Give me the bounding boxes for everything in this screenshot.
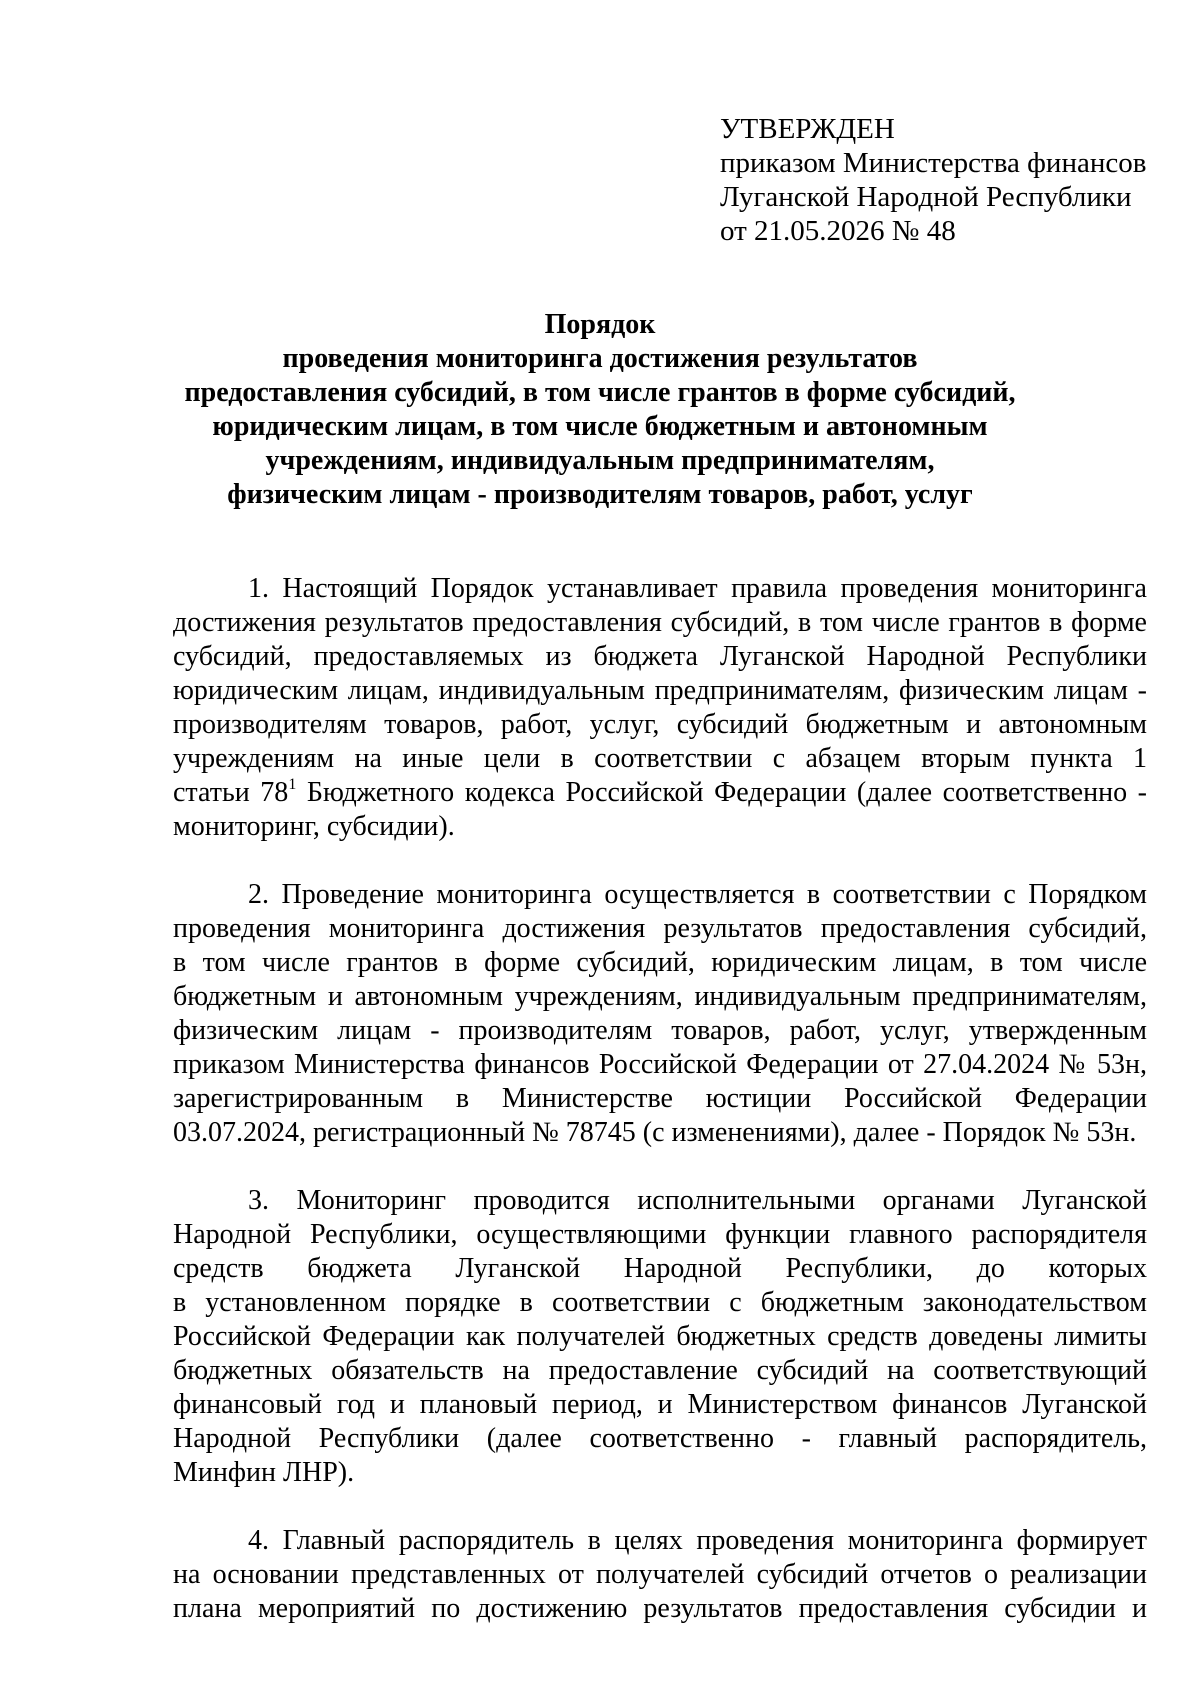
paragraph-line: бюджетным и автономным учреждениям, индивидуальным предпринимателям, (173, 981, 1147, 1012)
superscript-index: 1 (288, 775, 297, 793)
paragraph-1 (173, 572, 1147, 844)
paragraph-line: на основании представленных от получателей субсидий отчетов о реализации (173, 1559, 1147, 1590)
paragraph-line: 2. Проведение мониторинга осуществляется в соответствии с Порядком (248, 879, 1147, 910)
paragraph-3 (173, 1184, 1147, 1490)
title-line: Порядок (544, 309, 656, 340)
approval-ministry-line: Луганской Народной Республики (720, 181, 1132, 213)
paragraph-spacer (173, 1490, 1147, 1524)
paragraph-line: Народной Республики (далее соответственно - главный распорядитель, (173, 1423, 1147, 1454)
paragraph-line: Российской Федерации как получателей бюджетных средств доведены лимиты (173, 1321, 1147, 1352)
document-body (173, 572, 1147, 1626)
paragraph-line: в том числе грантов в форме субсидий, юридическим лицам, в том числе (173, 947, 1147, 978)
document-title (170, 308, 1030, 512)
paragraph-line: проведения мониторинга достижения результатов предоставления субсидий, (173, 913, 1147, 944)
paragraph-line: юридическим лицам, индивидуальным предпринимателям, физическим лицам - (173, 675, 1147, 706)
approval-stamp-block (720, 112, 1180, 248)
paragraph-line: 03.07.2024, регистрационный № 78745 (с изменениями), далее - Порядок № 53н. (173, 1117, 1137, 1148)
title-line: проведения мониторинга достижения результатов (282, 343, 918, 374)
article-reference: статьи 78 (173, 777, 289, 808)
paragraph-line: 4. Главный распорядитель в целях проведения мониторинга формирует (248, 1525, 1147, 1556)
paragraph-line-with-superscript (173, 776, 1147, 810)
paragraph-line-rest: Бюджетного кодекса Российской Федерации (далее соответственно - (296, 777, 1148, 808)
approval-heading: УТВЕРЖДЕН (720, 113, 895, 145)
paragraph-line: достижения результатов предоставления субсидий, в том числе грантов в форме (173, 607, 1147, 638)
paragraph-line: приказом Министерства финансов Российской Федерации от 27.04.2024 № 53н, (173, 1049, 1147, 1080)
title-line: предоставления субсидий, в том числе грантов в форме субсидий, (184, 377, 1016, 408)
approval-order-line: приказом Министерства финансов (720, 147, 1147, 179)
title-line: юридическим лицам, в том числе бюджетным и автономным (212, 411, 988, 442)
paragraph-line: 1. Настоящий Порядок устанавливает правила проведения мониторинга (248, 573, 1147, 604)
paragraph-line: финансовый год и плановый период, и Министерством финансов Луганской (173, 1389, 1147, 1420)
paragraph-line: бюджетных обязательств на предоставление субсидий на соответствующий (173, 1355, 1147, 1386)
paragraph-line: физическим лицам - производителям товаров, работ, услуг, утвержденным (173, 1015, 1147, 1046)
paragraph-4 (173, 1524, 1147, 1626)
paragraph-spacer (173, 1150, 1147, 1184)
paragraph-line: Народной Республики, осуществляющими функции главного распорядителя (173, 1219, 1147, 1250)
paragraph-2 (173, 878, 1147, 1150)
paragraph-spacer (173, 844, 1147, 878)
paragraph-line: производителям товаров, работ, услуг, субсидий бюджетным и автономным (173, 709, 1147, 740)
paragraph-line: плана мероприятий по достижению результатов предоставления субсидии и (173, 1593, 1147, 1624)
paragraph-line: зарегистрированным в Министерстве юстиции Российской Федерации (173, 1083, 1147, 1114)
paragraph-line: Минфин ЛНР). (173, 1457, 355, 1488)
paragraph-line: учреждениям на иные цели в соответствии с абзацем вторым пункта 1 (173, 743, 1147, 774)
paragraph-line: средств бюджета Луганской Народной Республики, до которых (173, 1253, 1147, 1284)
paragraph-line: субсидий, предоставляемых из бюджета Луганской Народной Республики (173, 641, 1147, 672)
paragraph-line: мониторинг, субсидии). (173, 811, 455, 842)
title-line: учреждениям, индивидуальным предпринимателям, (265, 445, 935, 476)
title-line: физическим лицам - производителям товаров, работ, услуг (227, 479, 973, 510)
approval-date-number: от 21.05.2026 № 48 (720, 215, 956, 247)
paragraph-line: в установленном порядке в соответствии с бюджетным законодательством (173, 1287, 1147, 1318)
paragraph-line: 3. Мониторинг проводится исполнительными органами Луганской (248, 1185, 1147, 1216)
